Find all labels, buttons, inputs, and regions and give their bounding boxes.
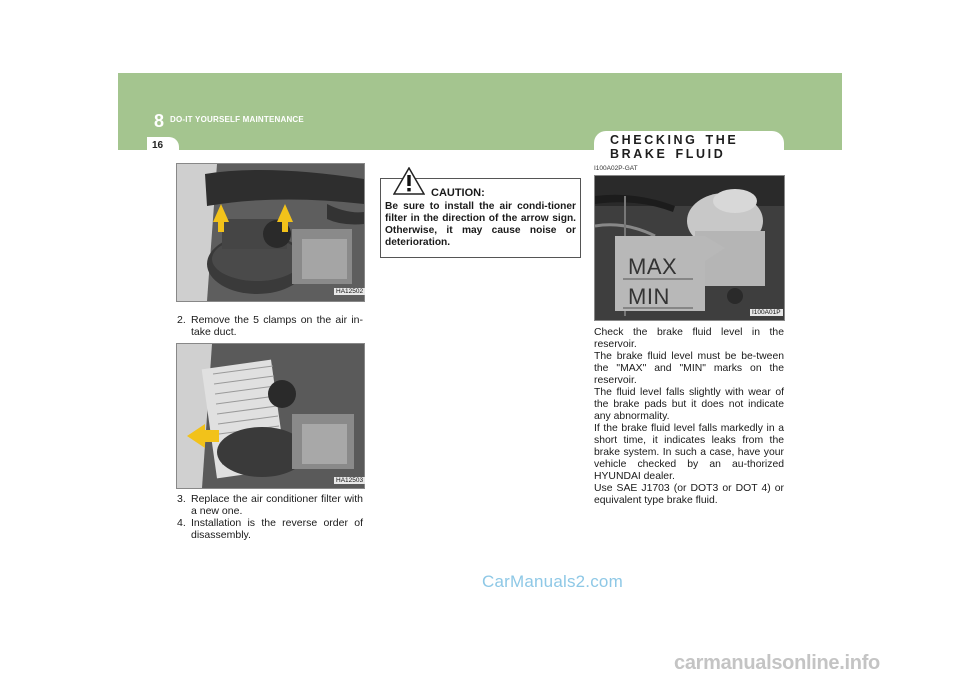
photo-code-i100a01p: I100A01P (752, 309, 781, 316)
step-text: Replace the air conditioner filter with a new one. (191, 493, 363, 517)
step-4 (177, 517, 363, 541)
caution-text: Be sure to install the air condi-tioner filter in the direction of the arrow sign. Otherwise, it may cause noise or deterioration. (385, 201, 576, 248)
chapter-number: 8 (154, 111, 165, 131)
step-number: 3. (177, 493, 186, 505)
step-3 (177, 493, 363, 517)
engine-photo-filter (176, 343, 365, 489)
step-number: 2. (177, 314, 186, 326)
engine-photo-clamps (176, 163, 365, 302)
step-2 (177, 314, 363, 338)
page-number: 16 (152, 140, 164, 151)
paragraph: If the brake fluid level falls markedly in a short time, it indicates leaks from the brake system. In such a case, have your vehicle checked by an au-thorized HYUNDAI dealer. (594, 423, 784, 482)
paragraph: The fluid level falls slightly with wear of the brake pads but it does not indicate any abnormality. (594, 387, 784, 422)
step-number: 4. (177, 517, 186, 529)
section-title: CHECKING THE BRAKE FLUID (610, 133, 739, 161)
watermark-carmanualsonline[interactable]: carmanualsonline.info (674, 652, 880, 674)
paragraph: The brake fluid level must be be-tween the "MAX" and "MIN" marks on the reservoir. (594, 351, 784, 386)
min-label: MIN (628, 284, 670, 309)
document-code: I100A02P-GAT (594, 165, 638, 172)
watermark-carmanuals2[interactable]: CarManuals2.com (482, 572, 623, 591)
warning-triangle-icon (393, 167, 425, 200)
brake-reservoir-photo (594, 175, 785, 321)
photo-code-ha12502: HA12502 (336, 288, 364, 295)
max-label: MAX (628, 254, 678, 279)
paragraph: Use SAE J1703 (or DOT3 or DOT 4) or equivalent type brake fluid. (594, 483, 784, 506)
caution-label: CAUTION: (431, 187, 485, 199)
brake-fluid-instructions (594, 327, 784, 507)
photo-code-ha12503: HA12503 (336, 477, 364, 484)
step-text: Remove the 5 clamps on the air in-take duct. (191, 314, 363, 338)
chapter-title: DO-IT YOURSELF MAINTENANCE (170, 115, 304, 124)
paragraph: Check the brake fluid level in the reservoir. (594, 327, 784, 350)
step-text: Installation is the reverse order of disassembly. (191, 517, 363, 541)
